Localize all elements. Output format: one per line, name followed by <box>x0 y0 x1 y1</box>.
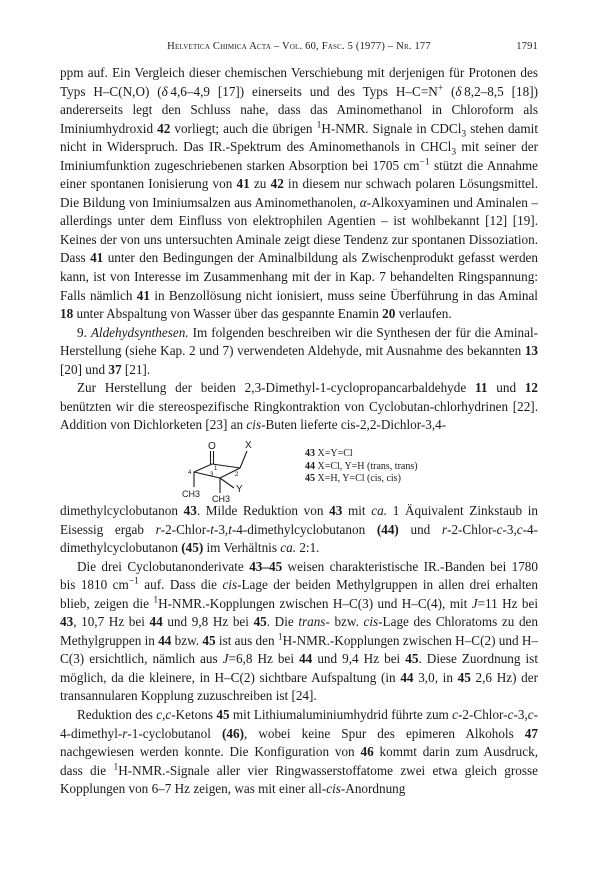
journal-title: Helvetica Chimica Acta – Vol. 60, Fasc. 5 (1977) – Nr. 177 <box>167 41 431 52</box>
legend-number: 45 <box>305 473 315 484</box>
paragraph-lithium-reduction: Reduktion des c,c-Ketons 45 mit Lithiumaluminiumhydrid führte zum c-2-Chlor-c-3,c-4-dimethyl-r-1-cyclobutanol (46), wobei keine Spur des epimeren Alkohols 47 nachgewiesen werden konnte. Die Konfiguration von 46 kommt darin zum Ausdruck, dass die $^1$H-NMR.-Signale aller vier Ringwasserstoffatome zwei etwa gleich grosse Kopplungen von 6–7 Hz zeigen, was mit einer all-cis-Anordnung <box>60 707 539 797</box>
page-number: 1791 <box>516 41 538 52</box>
x-label: X <box>245 440 252 451</box>
paragraph-ir-nmr: Die drei Cyclobutanonderivate 43–45 weisen charakteristische IR.-Banden bei 1780 bis 1810 $cm^{-1}$ auf. Dass die cis-Lage der beiden Methylgruppen in allen drei erhalten blieb, zeigen die $^1$H-NMR.-Kopplungen zwischen H–C(3) und H–C(4), mit J=11 Hz bei 43, 10,7 Hz bei 44 und 9,8 Hz bei 45. Die trans- bzw. cis-Lage des Chloratoms zu den Methylgruppen in 44 bzw. 45 ist aus den $^1$H-NMR.-Kopplungen zwischen H–C(2) und H–C(3) ersichtlich, nämlich aus J=6,8 Hz bei 44 und 9,4 Hz bei 45. Diese Zuordnung ist möglich, da die kleinere, in H–C(2) sichtbare Aufspaltung (in 44 3,0, in 45 2,6 Hz) der transannularen Kopplung zuzuschreiben ist [24]. <box>60 558 538 704</box>
bond-to-x <box>240 451 247 468</box>
legend-description: X=H, Y=Cl (cis, cis) <box>317 473 401 484</box>
oxygen-label: O <box>208 441 216 452</box>
methyl-label-right: CH3 <box>212 494 231 503</box>
legend-row-45 <box>305 473 418 486</box>
ring-number-3: 3 <box>210 472 214 478</box>
body-text-lower <box>60 502 538 799</box>
body-text-upper <box>60 64 538 435</box>
ring-bond-1-4 <box>194 464 212 472</box>
methyl-label-left: CH3 <box>182 489 201 499</box>
legend-number: 44 <box>305 460 315 472</box>
ring-bond-4-3 <box>194 472 220 478</box>
ring-number-1: 1 <box>214 466 218 472</box>
cyclobutanone-structure <box>170 437 290 503</box>
compound-legend <box>305 448 418 486</box>
legend-number: 43 <box>305 448 315 459</box>
paragraph-reduction: dimethylcyclobutanon 43. Milde Reduktion von 43 mit ca. 1 Äquivalent Zinkstaub in Eisessig ergab r-2-Chlor-t-3,t-4-dimethylcyclobutanon (44) und r-2-Chlor-c-3,c-4-dimethylcyclobutanon (45) im Verhältnis ca. 2:1. <box>60 503 538 556</box>
ring-number-4: 4 <box>188 470 192 476</box>
paragraph-aldehyde-synthesis: 9. Aldehydsynthesen. Im folgenden beschreiben wir die Synthesen der für die Aminal-Herstellung (siehe Kap. 2 und 7) verwendeten Aldehyde, mit Ausnahme des bekannten 13 [20] und 37 [21]. <box>60 324 539 377</box>
ring-number-2: 2 <box>235 472 239 478</box>
legend-row-44 <box>305 461 418 474</box>
legend-description: X=Cl, Y=H (trans, trans) <box>317 460 418 472</box>
paragraph-cyclopropane: Zur Herstellung der beiden 2,3-Dimethyl-1-cyclopropancarbaldehyde 11 und 12 benützten wir die stereospezifische Ringkontraktion von Cyclobutan-chlorhydrinen [22]. Addition von Dichlorketen [23] an cis-Buten lieferte cis-2,2-Dichlor-3,4- <box>60 380 538 433</box>
bond-to-y <box>220 478 234 488</box>
running-header <box>60 41 538 57</box>
paragraph-aminomethanol: ppm auf. Ein Vergleich dieser chemischen Verschiebung mit derjenigen für Protonen des Typs H–C(N,O) (δ 4,6–4,9 [17]) einerseits und des Typs H–C=N+ (δ 8,2–8,5 [18]) andererseits legt den Schluss nahe, dass das Aminomethanol in Chloroform als Iminiumhydroxid 42 vorliegt; auch die übrigen $^1$H-NMR. Signale in CDCl$_3$ stehen damit nicht in Widerspruch. Das IR.-Spektrum des Aminomethanols in CHCl$_3$ mit seiner der Iminiumfunktion zugeschriebenen starken Absorption bei 1705 $cm^{-1}$ stützt die Annahme einer spontanen Ionisierung von 41 zu 42 in diesem nur schwach polaren Lösungsmittel. Die Bildung von Iminiumsalzen aus Aminomethanolen, α-Alkoxyaminen und Aminalen – allerdings unter dem Einfluss von elektrophilen Agentien – ist wohlbekannt [12] [19]. Keines der von uns untersuchten Aminale zeigt diese Tendenz zur spontanen Dissoziation. Dass 41 unter den Bedingungen der Aminalbildung als Zwischenprodukt gefasst werden kann, ist von Interesse im Zusammenhang mit der in Kap. 7 behandelten Ringspannung: Falls nämlich 41 in Benzollösung nicht ionisiert, muss seine Überführung in das Aminal 18 unter Abspaltung von Wasser über das gespannte Enamin 20 verlaufen. <box>60 65 539 322</box>
legend-description: X=Y=Cl <box>317 448 353 459</box>
legend-row-43 <box>305 448 418 461</box>
y-label: Y <box>236 484 243 495</box>
